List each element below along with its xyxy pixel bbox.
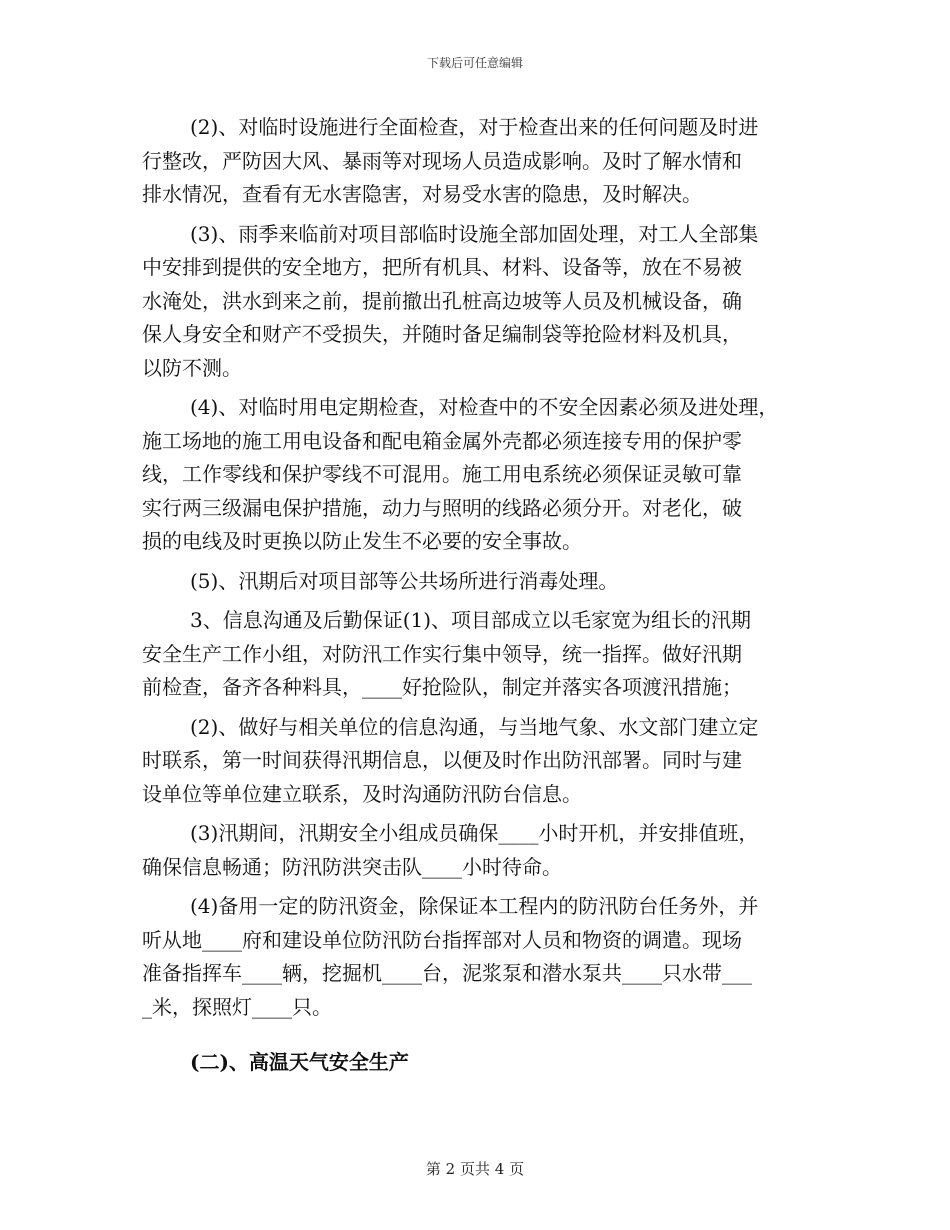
- text-line: 听从地____府和建设单位防汛防台指挥部对人员和物资的调遣。现场: [142, 927, 742, 952]
- paragraph-electricity: [142, 391, 822, 559]
- paragraph-disinfection: [142, 565, 822, 599]
- text-line: 确保信息畅通；防汛防洪突击队____小时待命。: [142, 854, 562, 879]
- page-number: 第 2 页共 4 页: [425, 1160, 525, 1178]
- text-line: 施工场地的施工用电设备和配电箱金属外壳都必须连接专用的保护零: [142, 428, 742, 453]
- section-heading: (二)、高温天气安全生产: [190, 1050, 409, 1074]
- paragraph-info-sharing: [142, 711, 822, 812]
- page-header: 下载后可任意编辑: [426, 56, 523, 70]
- text-line: (3)汛期间，汛期安全小组成员确保____小时开机，并安排值班，: [190, 821, 759, 845]
- paragraph-funds-equipment: [142, 890, 822, 1024]
- text-line: _米，探照灯____只。: [142, 994, 332, 1019]
- text-line: 中安排到提供的安全地方，把所有机具、材料、设备等，放在不易被: [142, 255, 742, 279]
- text-line: 时联系，第一时间获得汛期信息，以便及时作出防汛部署。同时与建: [142, 748, 742, 772]
- text-line: (2)、做好与相关单位的信息沟通，与当地气象、水文部门建立定: [190, 714, 759, 739]
- text-line: 3、信息沟通及后勤保证(1)、项目部成立以毛家宽为组长的汛期: [190, 608, 752, 632]
- text-line: 线，工作零线和保护零线不可混用。施工用电系统必须保证灵敏可靠: [142, 462, 742, 486]
- text-line: 排水情况，查看有无水害隐害，对易受水害的隐患，及时解决。: [142, 182, 702, 206]
- text-line: 实行两三级漏电保护措施，动力与照明的线路必须分开。对老化，破: [142, 495, 742, 520]
- text-line: (4)备用一定的防汛资金，除保证本工程内的防汛防台任务外，并: [190, 894, 759, 918]
- text-line: 设单位等单位建立联系，及时沟通防汛防台信息。: [142, 781, 582, 806]
- text-line: 以防不测。: [142, 355, 242, 380]
- paragraph-communication: [142, 604, 822, 705]
- paragraph-on-duty: [142, 817, 822, 884]
- paragraph-rain-season: [142, 218, 822, 386]
- text-line: 前检查，备齐各种料具，____好抢险队，制定并落实各项渡汛措施；: [142, 675, 742, 699]
- text-line: 保人身安全和财产不受损失，并随时备足编制袋等抢险材料及机具，: [142, 322, 742, 346]
- text-line: (4)、对临时用电定期检查，对检查中的不安全因素必须及进处理，: [190, 395, 779, 419]
- text-line: 水淹处，洪水到来之前，提前撤出孔桩高边坡等人员及机械设备，确: [142, 288, 742, 313]
- paragraph-temp-facilities: [142, 111, 822, 212]
- text-line: (2)、对临时设施进行全面检查，对于检查出来的任何问题及时进: [190, 115, 759, 139]
- text-line: (3)、雨季来临前对项目部临时设施全部加固处理，对工人全部集: [190, 221, 759, 246]
- text-line: 损的电线及时更换以防止发生不必要的安全事故。: [142, 529, 582, 553]
- text-line: (5)、汛期后对项目部等公共场所进行消毒处理。: [190, 568, 619, 593]
- text-line: 安全生产工作小组，对防汛工作实行集中领导，统一指挥。做好汛期: [142, 641, 742, 666]
- document-body: [142, 111, 822, 1080]
- text-line: 准备指挥车____辆，挖掘机____台，泥浆泵和潜水泵共____只水带___: [142, 961, 752, 985]
- text-line: 行整改，严防因大风、暴雨等对现场人员造成影响。及时了解水情和: [142, 148, 742, 173]
